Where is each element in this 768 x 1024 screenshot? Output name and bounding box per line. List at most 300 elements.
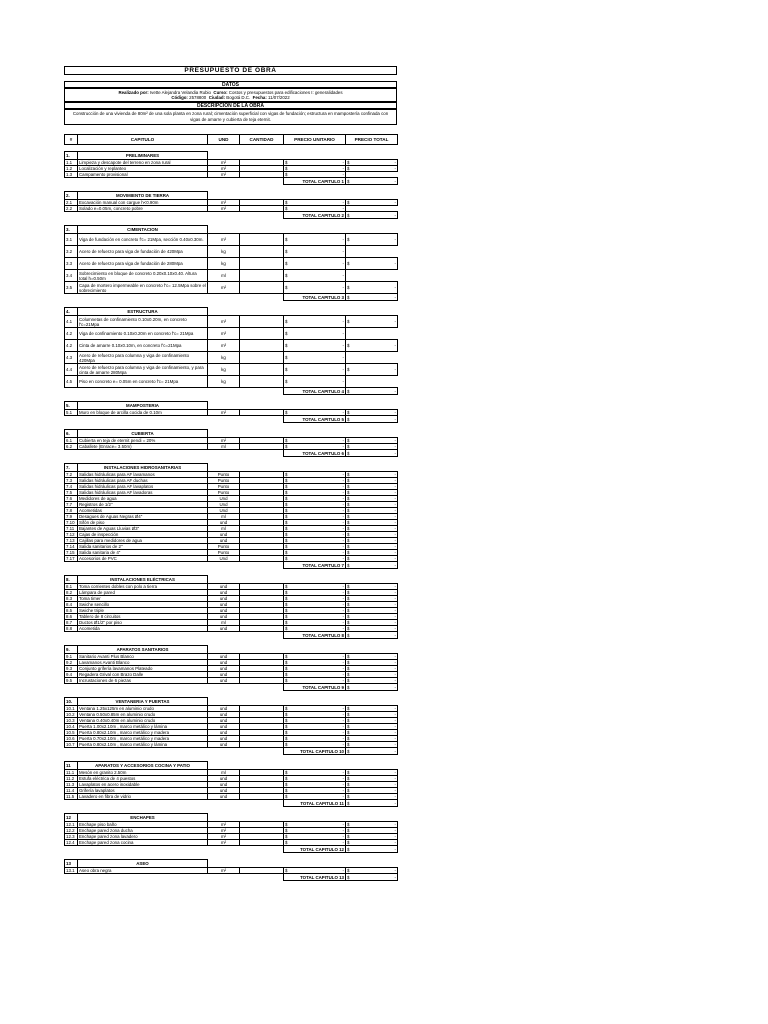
item-number: 11.4 [65,788,78,794]
chapter-total-value [346,562,398,569]
currency-sign: $ [285,736,288,742]
item-description: Salida sanitaria de 4" [78,550,208,556]
chapter-total-value [346,178,398,185]
currency-sign: $ [285,590,288,596]
currency-sign: $ [285,331,288,337]
item-unit: m² [208,840,240,846]
item-unit-price[interactable] [284,246,346,258]
currency-sign: $ [347,788,350,794]
dash-value: - [394,450,396,456]
currency-sign: $ [285,490,288,496]
dash-value: - [342,237,344,243]
col-capitulo: CAPITULO [78,135,208,145]
currency-sign: $ [347,237,350,243]
dash-value: - [342,273,344,279]
currency-sign: $ [347,556,350,562]
item-number: 7.5 [65,490,78,496]
item-description: Sanitario Avanti Plus Blanco [78,654,208,660]
chapter-name: INSTALACIONES HIDROSANITARIAS [78,464,208,472]
item-description: Desagues de Aguas Negras Ø4" [78,514,208,520]
item-unit: und [208,794,240,800]
col-num: # [65,135,78,145]
item-number: 8.2 [65,590,78,596]
course-label: Curso: [213,90,228,95]
currency-sign: $ [285,200,288,206]
item-total-price [346,352,398,364]
item-unit: und [208,718,240,724]
item-quantity[interactable] [240,328,284,340]
currency-sign: $ [285,718,288,724]
dash-value: - [394,261,396,267]
item-quantity[interactable] [240,270,284,282]
item-description: Puerta 0.80x2.10m , marco metálico y lámina [78,742,208,748]
dash-value: - [394,614,396,620]
chapter-name: CIMENTACION [78,226,208,234]
item-number: 6.2 [65,444,78,450]
item-number: 8.3 [65,596,78,602]
item-quantity[interactable] [240,316,284,328]
chapter-number: 7. [65,464,78,472]
course-value: Costos y presupuestos para edificaciones I: generalidades [228,90,343,95]
item-unit-price[interactable] [284,270,346,282]
chapter-total-value [346,212,398,219]
item-number: 2.2 [65,206,78,212]
dash-value: - [342,590,344,596]
currency-sign: $ [347,520,350,526]
currency-sign: $ [285,782,288,788]
item-description: Enchape pared zona lavadero [78,834,208,840]
currency-sign: $ [347,748,350,754]
item-total-price[interactable] [346,340,398,352]
dash-value: - [342,736,344,742]
item-number: 3.1 [65,234,78,246]
dash-value: - [342,620,344,626]
chapter-name: APARATOS Y ACCESORIOS COCINA Y PATIO [78,762,208,770]
item-description: Bajantes de Aguas Lluvias Ø3" [78,526,208,532]
dash-value: - [394,200,396,206]
dash-value: - [342,502,344,508]
item-number: 11.3 [65,782,78,788]
currency-sign: $ [285,706,288,712]
column-header-table [64,134,398,145]
dash-value: - [394,706,396,712]
chapter-total-row [65,684,398,691]
currency-sign: $ [285,285,288,291]
item-unit-price[interactable] [284,234,346,246]
item-unit: und [208,660,240,666]
dash-value: - [342,834,344,840]
item-number: 3.4 [65,270,78,282]
dash-value: - [342,614,344,620]
currency-sign: $ [347,538,350,544]
currency-sign: $ [347,654,350,660]
item-number: 8.8 [65,626,78,632]
currency-sign: $ [347,602,350,608]
item-unit: Punto [208,472,240,478]
item-description: Lámpara de pared [78,590,208,596]
dash-value: - [394,550,396,556]
currency-sign: $ [347,684,350,690]
chapter-header-row [65,860,398,868]
city-label: Ciudad: [208,95,226,101]
item-number: 3.2 [65,246,78,258]
currency-sign: $ [285,472,288,478]
item-unit-price[interactable] [284,258,346,270]
item-total-price[interactable] [346,258,398,270]
chapter-name: MOVIMIENTO DE TIERRA [78,192,208,200]
dash-value: - [342,776,344,782]
date-label: Fecha: [252,95,267,101]
currency-sign: $ [347,584,350,590]
dash-value: - [342,355,344,361]
item-number: 9.3 [65,666,78,672]
item-number: 9.5 [65,678,78,684]
currency-sign: $ [285,794,288,800]
item-number: 10.7 [65,742,78,748]
item-number: 10.5 [65,730,78,736]
budget-row [65,364,398,376]
dash-value: - [342,319,344,325]
item-number: 8.1 [65,584,78,590]
currency-sign: $ [347,367,350,373]
chapter-header-row [65,814,398,822]
item-number: 5.1 [65,410,78,416]
item-quantity[interactable] [240,364,284,376]
item-description: Piso en concreto e= 0.05m en concreto f'c= 21Mpa [78,376,208,388]
currency-sign: $ [347,626,350,632]
item-description: Acero de refuerzo para viga de fundación de 280Mpa [78,258,208,270]
currency-sign: $ [285,822,288,828]
currency-sign: $ [347,608,350,614]
chapter-header-row [65,192,398,200]
col-und: UND [208,135,240,145]
dash-value: - [394,782,396,788]
budget-row [65,328,398,340]
chapter-total-row [65,450,398,457]
item-unit: und [208,532,240,538]
code-value: 2578800 [189,95,207,101]
item-description: Cubierta en teja de eternit pendi = 20% [78,438,208,444]
item-unit: m² [208,160,240,166]
currency-sign: $ [347,166,350,172]
item-number: 10.2 [65,712,78,718]
chapter-total-value [346,800,398,807]
item-unit: und [208,788,240,794]
dash-value: - [394,544,396,550]
item-unit: und [208,712,240,718]
chapter-header-row [65,646,398,654]
dash-value: - [394,478,396,484]
item-description: Enchape piso baño [78,822,208,828]
datos-line-2 [67,95,394,100]
currency-sign: $ [285,410,288,416]
currency-sign: $ [347,660,350,666]
chapter-table [64,191,398,219]
dash-value: - [342,678,344,684]
dash-value: - [342,514,344,520]
dash-value: - [394,490,396,496]
currency-sign: $ [285,788,288,794]
item-unit: und [208,742,240,748]
dash-value: - [394,526,396,532]
currency-sign: $ [347,478,350,484]
dash-value: - [394,822,396,828]
item-unit: m² [208,410,240,416]
dash-value: - [394,562,396,568]
dash-value: - [342,706,344,712]
currency-sign: $ [285,544,288,550]
item-unit: und [208,666,240,672]
item-total-price[interactable] [346,282,398,294]
currency-sign: $ [347,712,350,718]
item-unit: und [208,730,240,736]
currency-sign: $ [347,444,350,450]
currency-sign: $ [285,367,288,373]
item-quantity[interactable] [240,352,284,364]
item-number: 9.2 [65,660,78,666]
budget-row [65,246,398,258]
item-unit-price[interactable] [284,282,346,294]
dash-value: - [394,514,396,520]
item-number: 11.2 [65,776,78,782]
chapter-table [64,151,398,185]
chapter-total-label: TOTAL CAPITULO 1 [284,178,346,185]
item-description: Ventana 1.25x125m en aluminio crudo [78,706,208,712]
chapter-total-value [346,416,398,423]
chapter-total-label: TOTAL CAPITULO 10 [284,748,346,755]
dash-value: - [394,596,396,602]
item-unit: kg [208,376,240,388]
budget-row [65,340,398,352]
item-number: 7.12 [65,532,78,538]
item-unit: und [208,584,240,590]
item-description: Grifería lavaplatos [78,788,208,794]
item-description: Accesorios de PVC [78,556,208,562]
dash-value: - [342,526,344,532]
budget-row [65,352,398,364]
item-description: Cinta de amarre 0.10x0.10m, en concreto f'c=21Mpa [78,340,208,352]
chapter-name: CUBIERTA [78,430,208,438]
dash-value: - [394,660,396,666]
item-quantity[interactable] [240,282,284,294]
datos-content [64,88,397,102]
item-total-price[interactable] [346,364,398,376]
dash-value: - [394,718,396,724]
item-unit: Und [208,496,240,502]
budget-row [65,376,398,388]
item-number: 7.8 [65,508,78,514]
currency-sign: $ [347,178,350,184]
dash-value: - [394,620,396,626]
item-unit-price[interactable] [284,352,346,364]
item-number: 8.4 [65,602,78,608]
item-unit: und [208,724,240,730]
currency-sign: $ [347,828,350,834]
descripcion-text: Construcción de una vivienda de 80m² de una sola planta en zona rural; cimentación superficial con vigas de fundación; estructura en mampostería confinada con vigas de amarre y cubierta de teja eternit. [64,109,397,125]
item-number: 11.1 [65,770,78,776]
item-unit: m² [208,172,240,178]
item-quantity[interactable] [240,246,284,258]
item-description: Conjunto grifería lavamanos Plateado [78,666,208,672]
dash-value: - [342,379,344,385]
currency-sign: $ [285,608,288,614]
currency-sign: $ [347,596,350,602]
currency-sign: $ [285,237,288,243]
chapter-table [64,697,398,755]
item-unit: m² [208,828,240,834]
dash-value: - [394,800,396,806]
chapter-number: 5. [65,402,78,410]
chapter-total-row [65,388,398,395]
item-number: 10.1 [65,706,78,712]
item-unit-price[interactable] [284,364,346,376]
item-description: Ventana 0.40x0.40m en aluminio crudo [78,718,208,724]
currency-sign: $ [347,544,350,550]
currency-sign: $ [285,556,288,562]
currency-sign: $ [347,666,350,672]
dash-value: - [342,367,344,373]
item-unit: ml [208,444,240,450]
item-number: 13.1 [65,868,78,874]
dash-value: - [394,678,396,684]
chapter-table [64,813,398,853]
dash-value: - [394,212,396,218]
dash-value: - [342,285,344,291]
chapters-container [64,151,397,881]
chapter-name: ASEO [78,860,208,868]
item-number: 2.1 [65,200,78,206]
dash-value: - [394,496,396,502]
item-unit: und [208,782,240,788]
chapter-total-value [346,632,398,639]
dash-value: - [394,770,396,776]
currency-sign: $ [285,666,288,672]
dash-value: - [342,410,344,416]
item-unit-price[interactable] [284,328,346,340]
chapter-name: PRELIMINARES [78,152,208,160]
currency-sign: $ [285,273,288,279]
item-unit: und [208,602,240,608]
dash-value: - [394,237,396,243]
item-description: Toma corrientes dobles con polo a tierra [78,584,208,590]
chapter-table [64,645,398,691]
chapter-total-value [346,684,398,691]
item-unit-price[interactable] [284,376,346,388]
currency-sign: $ [285,550,288,556]
item-quantity[interactable] [240,258,284,270]
item-unit: und [208,654,240,660]
chapter-total-row [65,178,398,185]
item-description: Ventana 0.50x0.85m en aluminio crudo [78,712,208,718]
dash-value: - [342,742,344,748]
currency-sign: $ [285,626,288,632]
item-unit: und [208,590,240,596]
item-number: 8.6 [65,614,78,620]
item-number: 10.4 [65,724,78,730]
item-number: 7.9 [65,514,78,520]
chapter-total-label: TOTAL CAPITULO 7 [284,562,346,569]
item-number: 7.15 [65,550,78,556]
item-description: Viga de confinamiento 0.10x0.20m en concreto f'c= 21Mpa [78,328,208,340]
item-quantity[interactable] [240,340,284,352]
chapter-table [64,401,398,423]
currency-sign: $ [285,840,288,846]
dash-value: - [394,590,396,596]
item-unit-price[interactable] [284,316,346,328]
item-quantity[interactable] [240,376,284,388]
currency-sign: $ [347,200,350,206]
dash-value: - [394,508,396,514]
currency-sign: $ [285,828,288,834]
item-unit: und [208,672,240,678]
chapter-total-label: TOTAL CAPITULO 2 [284,212,346,219]
item-quantity[interactable] [240,234,284,246]
item-total-price[interactable] [346,316,398,328]
currency-sign: $ [285,596,288,602]
dash-value: - [394,484,396,490]
dash-value: - [342,672,344,678]
item-unit: und [208,736,240,742]
dash-value: - [342,206,344,212]
chapter-total-label: TOTAL CAPITULO 8 [284,632,346,639]
dash-value: - [394,748,396,754]
currency-sign: $ [285,584,288,590]
chapter-name: APARATOS SANITARIOS [78,646,208,654]
currency-sign: $ [285,502,288,508]
dash-value: - [394,666,396,672]
item-description: Mesón en granito 2.50m [78,770,208,776]
item-description: Sifón de piso [78,520,208,526]
chapter-total-row [65,874,398,881]
item-unit: und [208,678,240,684]
dash-value: - [394,160,396,166]
chapter-header-row [65,430,398,438]
dash-value: - [394,840,396,846]
currency-sign: $ [285,620,288,626]
dash-value: - [342,343,344,349]
currency-sign: $ [347,736,350,742]
chapter-name: ENCHAPES [78,814,208,822]
dash-value: - [342,666,344,672]
currency-sign: $ [347,724,350,730]
chapter-number: 3. [65,226,78,234]
dash-value: - [342,868,344,874]
dash-value: - [342,596,344,602]
item-unit: m³ [208,234,240,246]
dash-value: - [342,438,344,444]
item-unit: und [208,706,240,712]
dash-value: - [342,166,344,172]
item-description: Excavación manual con cargue h<0.90m [78,200,208,206]
dash-value: - [394,794,396,800]
item-total-price[interactable] [346,234,398,246]
item-description: Campamento provisional [78,172,208,178]
item-number: 7.2 [65,472,78,478]
dash-value: - [342,484,344,490]
item-description: Puerta 1.00x2.10m , marco metálico y lámina [78,724,208,730]
chapter-total-row [65,212,398,219]
dash-value: - [394,874,396,880]
dash-value: - [394,472,396,478]
item-unit-price[interactable] [284,340,346,352]
currency-sign: $ [285,508,288,514]
dash-value: - [342,550,344,556]
item-unit: m³ [208,328,240,340]
dash-value: - [394,712,396,718]
dash-value: - [394,343,396,349]
dash-value: - [394,684,396,690]
currency-sign: $ [285,160,288,166]
